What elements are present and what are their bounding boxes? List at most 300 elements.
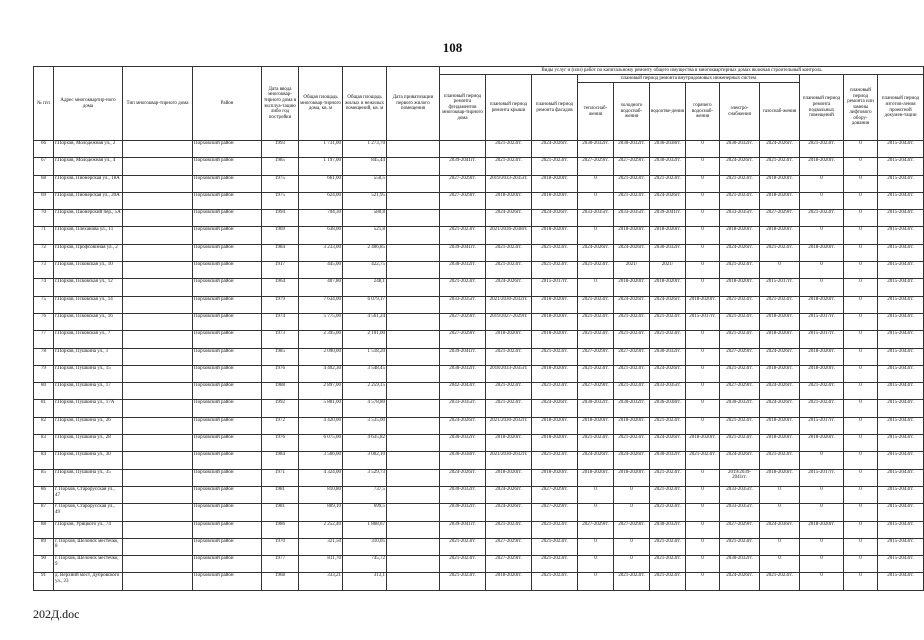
table-cell: 0 [578,556,614,573]
table-cell: 2027-2029гг. [760,210,800,227]
table-row [34,521,924,538]
table-cell: 2018-2020гг. [800,365,844,382]
table-cell: 83 [34,435,54,452]
table-cell: 1984 [262,452,299,469]
page-number: 108 [442,40,463,55]
table-cell: г.Порхов, Профсоюзная ул., 2 [54,244,123,261]
table-cell [387,192,440,209]
table-cell: 0 [686,262,720,279]
table-cell: 2018-2020гг. [760,192,800,209]
table-cell: 0 [800,262,844,279]
table-cell: 2021-2023гг. [614,383,650,400]
table-cell: 2021-2023гг. [800,400,844,417]
table-cell: 2021-2023гг. [614,175,650,192]
table-cell: 2015-2043гг. [878,158,924,175]
header-project-docs: плановый период изготов-ления проектной докумен-тации [878,75,924,141]
table-cell: 2018-2020гг. [578,469,614,486]
table-cell: 0 [686,538,720,555]
table-cell: 67 [34,158,54,175]
table-cell: 2018-2020гг. [532,469,578,486]
table-cell: 2018-2020гг. [686,296,720,313]
table-cell: 0 [760,504,800,521]
table-cell: 521,95 [343,192,387,209]
table-cell: 0 [800,486,844,503]
table-cell: 0 [686,365,720,382]
table-cell: 422,75 [343,262,387,279]
table-cell: 2030-2032гг. [440,262,486,279]
table-cell: 70 [34,210,54,227]
table-cell: 2024-2026гг. [720,573,760,590]
table-row [34,365,924,382]
table-cell [387,452,440,469]
table-cell: 321,50 [299,538,343,555]
table-cell: 79 [34,365,54,382]
table-cell: 2021-2023гг. [760,452,800,469]
table-cell: 0 [686,141,720,158]
table-cell: 2015-2043гг. [878,486,924,503]
table-row [34,262,924,279]
table-cell: 445,00 [299,262,343,279]
table-cell [123,573,193,590]
header-privatization-date: Дата приватизации первого жилого помещения [387,67,440,141]
table-cell: 1994 [262,210,299,227]
table-cell: 6 075,00 [299,435,343,452]
table-cell: 2021-2023гг. [650,331,686,348]
table-cell: 2027-2029гг. [578,158,614,175]
table-cell [123,504,193,521]
table-cell: 3 566,00 [299,452,343,469]
table-cell: 2015-2017гг. [686,313,720,330]
table-cell: 91 [34,573,54,590]
table-cell: г.Порхов, Псковская ул., 14 [54,296,123,313]
table-cell: 2024-2026гг. [614,296,650,313]
header-lift: плановый период ремонта или замены лифтового обору-дования [844,75,878,141]
table-cell: 2015-2043гг. [878,521,924,538]
table-cell: 4 578,80 [343,400,387,417]
table-cell [387,210,440,227]
table-cell: г.Порхов, Пионерская ул., 18А [54,175,123,192]
table-cell: 2015-2043гг. [878,383,924,400]
table-cell: 2021-2023гг. [760,244,800,261]
table-cell: 2018-2020гг. [532,296,578,313]
table-cell: 2024-2026гг. [578,452,614,469]
table-cell: 1 518,20 [343,348,387,365]
table-cell: 2021-2023гг. [486,244,532,261]
table-cell: 2039-2041гг. [440,158,486,175]
table-cell: 0 [844,521,878,538]
table-cell: Порховский район [193,538,262,555]
table-cell: 2024-2026гг. [578,244,614,261]
table-row [34,210,924,227]
table-cell: 1974 [262,313,299,330]
table-cell: 2030-2032гг. [720,556,760,573]
table-cell [387,365,440,382]
table-cell [123,435,193,452]
table-cell: 2018-2020гг. [532,313,578,330]
table-cell: 2018-2020гг. [532,365,578,382]
table-cell: 2015-2043гг. [878,504,924,521]
table-cell: 2018-2020гг. [800,521,844,538]
table-cell: 2018-2020гг. [614,417,650,434]
table-row [34,192,924,209]
table-cell: 2018-2020гг. [614,469,650,486]
table-cell [123,262,193,279]
table-cell: 1984 [262,244,299,261]
table-cell [387,262,440,279]
table-cell: 2015-2043гг. [878,192,924,209]
table-cell: Порховский район [193,244,262,261]
table-cell: Порховский район [193,192,262,209]
table-cell: 2018-2020гг. [532,435,578,452]
table-cell: г.Порхов, Псковская ул., 10 [54,262,123,279]
table-cell: 2015-2043гг. [878,538,924,555]
table-cell: 72 [34,244,54,261]
table-cell: г.Порхов, Урицкого ул., 74 [54,521,123,538]
table-cell: 2015-2043гг. [878,262,924,279]
table-cell: 0 [844,486,878,503]
table-row [34,486,924,503]
table-cell: 2027-2029гг. [720,348,760,365]
table-cell: 0 [760,556,800,573]
table-cell: 2015-2043гг. [878,556,924,573]
table-cell: 1975 [262,175,299,192]
table-cell: 85 [34,469,54,486]
table-cell: 1979 [262,296,299,313]
table-cell: 0 [844,400,878,417]
table-cell: 2021-2023гг. [720,192,760,209]
table-cell: 2021-2023гг. [800,141,844,158]
table-cell: Порховский район [193,417,262,434]
table-cell [123,365,193,382]
table-cell: 81 [34,400,54,417]
table-cell: Порховский район [193,556,262,573]
table-cell: 638,00 [299,227,343,244]
table-cell: 2021-2023гг. [760,158,800,175]
table-cell: 699,5 [343,504,387,521]
table-cell: 2018-2020гг. [720,279,760,296]
table-cell: 2015-2043гг. [878,175,924,192]
table-cell: 2027-2029гг. [720,383,760,400]
table-cell: 2036-2038гг. [650,141,686,158]
table-cell: 1976 [262,365,299,382]
table-cell: 0 [844,227,878,244]
table-cell: 0 [800,573,844,590]
table-cell: 2018-2020гг. [760,469,800,486]
table-cell: 2030-2032гг. [614,400,650,417]
table-cell: 2039-2041гг. [440,348,486,365]
table-cell: 2018-2020гг. [686,435,720,452]
table-cell: 0 [800,452,844,469]
table-cell [387,279,440,296]
table-cell: д. Верхний мост, Дубровского ул., 23 [54,573,123,590]
table-row [34,175,924,192]
table-cell: Порховский район [193,573,262,590]
table-cell: 1 273,70 [343,141,387,158]
table-cell: 2027-2029гг. [578,383,614,400]
table-cell: 88 [34,521,54,538]
table-cell: 2021-2023гг. [650,573,686,590]
table-row [34,141,924,158]
table-cell: 2018-2020гг. [532,331,578,348]
table-cell: 2021-2023гг. [486,141,532,158]
header-works-group: Виды услуг и (или) работ по капитальному ремонту общего имущества в многоквартирных домах включая строительный контроль [440,67,924,75]
table-cell: 809,10 [299,504,343,521]
table-cell [387,556,440,573]
table-cell: 84 [34,452,54,469]
header-foundation: плановый период ремонта фундаментов многоквар-тирного дома [440,75,486,141]
table-cell: 2015-2043гг. [878,331,924,348]
table-cell [123,556,193,573]
table-cell: 2021-2023гг. [440,538,486,555]
table-cell: 624,00 [299,192,343,209]
table-cell: 2021-2023гг. [720,262,760,279]
table-cell: 0 [614,504,650,521]
table-cell [387,227,440,244]
table-cell: 2021-2023гг. [650,313,686,330]
table-cell: 2021-2023гг. [720,313,760,330]
table-cell: 0 [800,538,844,555]
table-cell [387,538,440,555]
table-cell: г.Порхов, Плеханова ул., 11 [54,227,123,244]
table-cell: 1981 [262,486,299,503]
table-cell: 2021-2023гг. [650,538,686,555]
table-cell: 2021-2023гг. [578,331,614,348]
table-cell: 2027-2029гг. [486,556,532,573]
table-cell: 2015-2043гг. [878,348,924,365]
table-cell: 2018/2033-2035гг. [486,365,532,382]
table-cell [387,504,440,521]
table-cell: 2018-2020гг. [760,417,800,434]
table-cell: 0 [686,227,720,244]
table-cell: 2021-2023гг. [486,348,532,365]
table-cell: 0 [614,538,650,555]
table-cell [123,469,193,486]
table-cell: 1917 [262,262,299,279]
table-cell [123,313,193,330]
table-cell: 0 [686,383,720,400]
table-cell: 2021-2023гг. [650,175,686,192]
header-address: Адрес многоквартир-ного дома [54,67,123,141]
table-cell: 0 [844,279,878,296]
table-cell: 2027-2029гг. [440,313,486,330]
table-cell: 0 [686,573,720,590]
table-cell: г.Порхов, Псковская ул., 16 [54,313,123,330]
table-cell: 2024-2026гг. [650,296,686,313]
table-cell: 2021-2023гг. [532,538,578,555]
table-cell: 2030-2032гг. [650,521,686,538]
table-cell: 2015-2043гг. [878,435,924,452]
header-hot-water: горячего водоснаб-жения [686,83,720,141]
table-cell: 2030-2032гг. [650,452,686,469]
table-cell: 2021/2036-2038гг. [486,227,532,244]
table-cell: 3 002,10 [343,452,387,469]
table-cell: 745,72 [343,556,387,573]
table-cell: 0 [844,365,878,382]
table-cell: 2 252,40 [299,521,343,538]
table-cell: 2021-2023гг. [532,262,578,279]
table-cell: 86 [34,486,54,503]
table-cell: 75 [34,296,54,313]
table-cell [123,521,193,538]
table-cell: 2015-2017гг. [800,417,844,434]
table-cell: 550,5 [343,175,387,192]
table-cell [123,158,193,175]
table-cell: 2 406,85 [343,244,387,261]
table-cell: 0 [844,573,878,590]
table-cell: 0 [844,435,878,452]
table-cell: 2021-2023гг. [614,331,650,348]
table-cell: 2021-2023гг. [486,158,532,175]
table-cell: 2024-2026гг. [760,400,800,417]
table-cell: 2036-2038гг. [440,452,486,469]
table-cell: г.Порхов, Пушкина ул., 26 [54,417,123,434]
table-cell: 2 395,00 [299,331,343,348]
header-electricity: электро-снабжения [720,83,760,141]
table-cell: 0 [800,192,844,209]
table-cell: 2015-2017гг. [760,279,800,296]
table-cell: 2018-2020гг. [532,417,578,434]
table-cell: 2015-2043гг. [878,573,924,590]
table-cell: 2018-2020гг. [760,175,800,192]
table-cell: 0 [578,504,614,521]
table-cell: 0 [686,175,720,192]
table-cell: 1985 [262,158,299,175]
table-cell: 1 731,00 [299,141,343,158]
table-cell: г.Порхов, Пушкина ул., 28 [54,435,123,452]
table-row [34,573,924,590]
table-cell [123,400,193,417]
table-cell: 2018-2020гг. [760,331,800,348]
table-cell: 2018-2020гг. [800,296,844,313]
table-cell: 2024-2026гг. [720,244,760,261]
table-cell: г.Порхов, Пушкина ул., 15 [54,365,123,382]
table-row [34,348,924,365]
table-cell: 0 [760,486,800,503]
table-cell [387,141,440,158]
table-cell [387,158,440,175]
table-cell: 580,8 [343,210,387,227]
header-basement: плановый период ремонта подвальных помещений [800,75,844,141]
table-cell: 2021-2023гг. [532,556,578,573]
capital-repair-table [33,66,924,591]
table-cell: 2021-2023гг. [650,504,686,521]
table-cell: Порховский район [193,504,262,521]
table-cell [387,296,440,313]
table-cell: 3 548,45 [343,365,387,382]
table-cell: 2024-2026гг. [440,417,486,434]
table-cell: 333,21 [299,573,343,590]
table-cell [123,417,193,434]
table-cell: 2018-2020гг. [800,244,844,261]
header-commission-date: Дата ввода многоквар-тирного дома в эксплуа-тацию либо год постройки [262,67,299,141]
table-cell: 0 [844,296,878,313]
table-cell: 0 [686,504,720,521]
table-cell: 2021-2023гг. [614,435,650,452]
table-cell: Порховский район [193,521,262,538]
table-cell: 0 [844,158,878,175]
table-cell: Порховский район [193,469,262,486]
table-cell: 2030-2032гг. [440,504,486,521]
table-cell: 4 561,24 [343,313,387,330]
table-cell: 0 [844,538,878,555]
header-num: № п/п [34,67,54,141]
table-cell: 2018-2020гг. [532,175,578,192]
table-cell: 2015-2043гг. [878,227,924,244]
table-cell: Порховский район [193,365,262,382]
table-cell: Порховский район [193,279,262,296]
table-cell: 2021/ [650,262,686,279]
table-cell: 2030-2032гг. [650,244,686,261]
table-row [34,400,924,417]
header-roof: плановый период ремонта крыши [486,75,532,141]
table-cell: 2018-2020гг. [650,279,686,296]
table-row [34,417,924,434]
table-cell: 2021/2030-2032гг. [486,452,532,469]
table-cell: 2021/ [614,262,650,279]
table-cell: 80 [34,383,54,400]
table-cell: 71 [34,227,54,244]
table-cell: 2021/2030-2032гг. [486,296,532,313]
table-cell: 2021-2023гг. [614,573,650,590]
table-cell [387,348,440,365]
table-cell: 1988 [262,383,299,400]
table-cell: 2021-2023гг. [800,383,844,400]
table-cell: 2021-2023гг. [650,486,686,503]
table-cell: 0 [844,469,878,486]
table-cell: 2042-2043гг. [440,383,486,400]
table-cell: 2024-2026гг. [720,452,760,469]
table-cell: 0 [844,417,878,434]
table-cell: 4 324,00 [299,469,343,486]
table-cell: 3 535,00 [343,417,387,434]
table-cell: 2021-2023гг. [720,296,760,313]
table-cell: 87 [34,504,54,521]
header-facade: плановый период ремонта фасадов [532,75,578,141]
table-cell: 2021-2023гг. [532,573,578,590]
table-cell: Порховский район [193,486,262,503]
table-cell: 1971 [262,469,299,486]
table-cell: 1 868,67 [343,521,387,538]
table-cell: 2021-2023гг. [532,348,578,365]
table-cell: 3 529,73 [343,469,387,486]
table-cell [123,141,193,158]
table-cell: 0 [578,192,614,209]
table-cell: 2015-2043гг. [878,279,924,296]
table-cell: 5 775,00 [299,313,343,330]
table-cell: 2021-2023гг. [650,469,686,486]
table-cell: 2030-2032гг. [720,141,760,158]
table-cell: 2030-2032гг. [614,141,650,158]
table-cell: 2027-2029гг. [614,158,650,175]
table-cell: 2024-2026гг. [486,504,532,521]
table-cell: Порховский район [193,158,262,175]
table-cell: г.Порхов, Пушкина ул., 17 [54,383,123,400]
table-row [34,469,924,486]
table-cell: 7 634,00 [299,296,343,313]
table-cell: Порховский район [193,210,262,227]
table-cell: 521,8 [343,227,387,244]
table-cell: 2018-2020гг. [486,435,532,452]
table-cell: 704,30 [299,210,343,227]
table-cell: 0 [578,573,614,590]
table-cell: 1969 [262,227,299,244]
table-cell: 2 259,15 [343,383,387,400]
table-cell: 2 101,00 [343,331,387,348]
table-cell: г.Порхов, Пушкина ул., 1 [54,348,123,365]
table-cell [387,244,440,261]
table-cell: 1992 [262,400,299,417]
table-cell [387,383,440,400]
